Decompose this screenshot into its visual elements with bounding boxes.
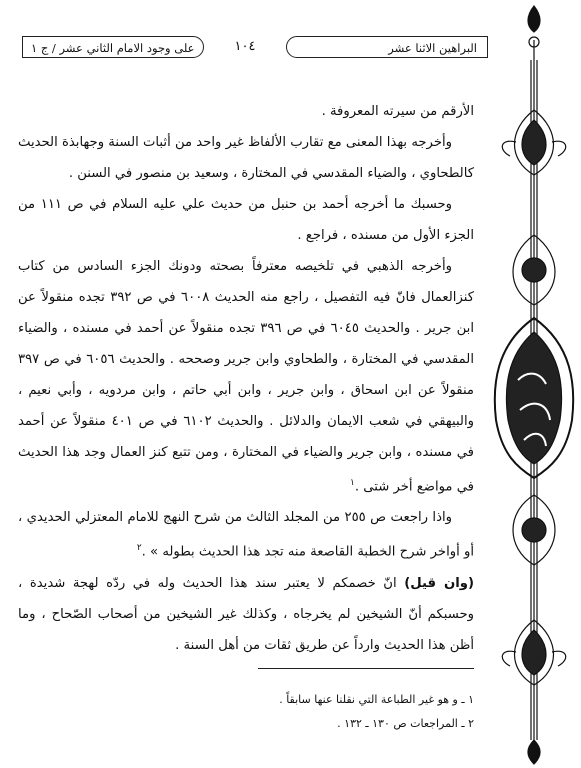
footnote-ref-1[interactable]: ١ (350, 478, 355, 488)
header-left-title: على وجود الامام الثاني عشر / ج ١ (22, 36, 204, 58)
page-number: ١٠٤ (234, 39, 256, 54)
footnote-1: ١ ـ و هو غير الطباعة التي نقلنا عنها سابقاً . (279, 693, 474, 706)
paragraph-4 (18, 251, 474, 502)
footnotes (18, 688, 474, 736)
paragraph-4-text: وأخرجه الذهبي في تلخيصه معترفاً بصحته ودونك الجزء السادس من كتاب كنزالعمال فانّ فيه التفصيل ، راجع منه الحديث ٦٠٠٨ في ص ٣٩٢ تجده منقولاً عن ابن جرير . والحديث ٦٠٤٥ في ص ٣٩٦ تجده منقولاً عن أحمد في مسنده ، والضياء المقدسي في المختارة ، والطحاوي وابن جرير وصححه . والحديث ٦٠٥٦ في ص ٣٩٧ منقولاً عن ابن اسحاق ، وابن جرير ، وابن أبي حاتم ، وابن مردويه ، وأبي نعيم ، والبيهقي في شعب الايمان والدلائل . والحديث ٦١٠٢ في ص ٤٠١ منقولاً عن أحمد في مسنده ، وابن جرير والضياء في المختارة ، ومن تتبع كنز العمال وجد هذا الحديث في مواضع أخر شتى . (18, 259, 475, 495)
footnote-ref-2[interactable]: ٢ (136, 543, 142, 554)
objection-lead: (وان قيل) (404, 575, 474, 591)
paragraph-6-text: انّ خصمكم لا يعتبر سند هذا الحديث وله في ردّه لهجة شديدة ، وحسبكم أنّ الشيخين لم يخرجاه ، وكذلك غير الشيخين من أصحاب الصّحاح ، وما أظن هذا الحديث وارداً عن طريق ثقات من أهل السنة . (18, 575, 474, 653)
paragraph-1: الأرقم من سيرته المعروفة . (321, 104, 474, 119)
paragraph-6 (18, 568, 474, 661)
running-header (22, 36, 488, 60)
header-right-title: البراهين الاثنا عشر (286, 36, 488, 58)
paragraph-3: وحسبك ما أخرجه أحمد بن حنبل من حديث علي عليه السلام في ص ١١١ من الجزء الأول من مسنده ، فراجع . (18, 197, 474, 243)
paragraph-5 (18, 502, 474, 567)
footnote-2: ٢ ـ المراجعات ص ١٣٠ ـ ١٣٢ . (337, 717, 474, 730)
footnote-divider (258, 668, 474, 669)
paragraph-5-text: واذا راجعت ص ٢٥٥ من المجلد الثالث من شرح النهج للامام المعتزلي الحديدي ، أو أواخر شرح الخطبة القاصعة منه تجد هذا الحديث بطوله » . (18, 510, 474, 560)
ornamental-border-icon (488, 0, 581, 768)
main-text (18, 96, 474, 661)
paragraph-2: وأخرجه بهذا المعنى مع تقارب الألفاظ غير واحد من أثبات السنة وجهابذة الحديث كالطحاوي ، والضياء المقدسي في المختارة ، وسعيد بن منصور في السنن . (18, 135, 474, 181)
